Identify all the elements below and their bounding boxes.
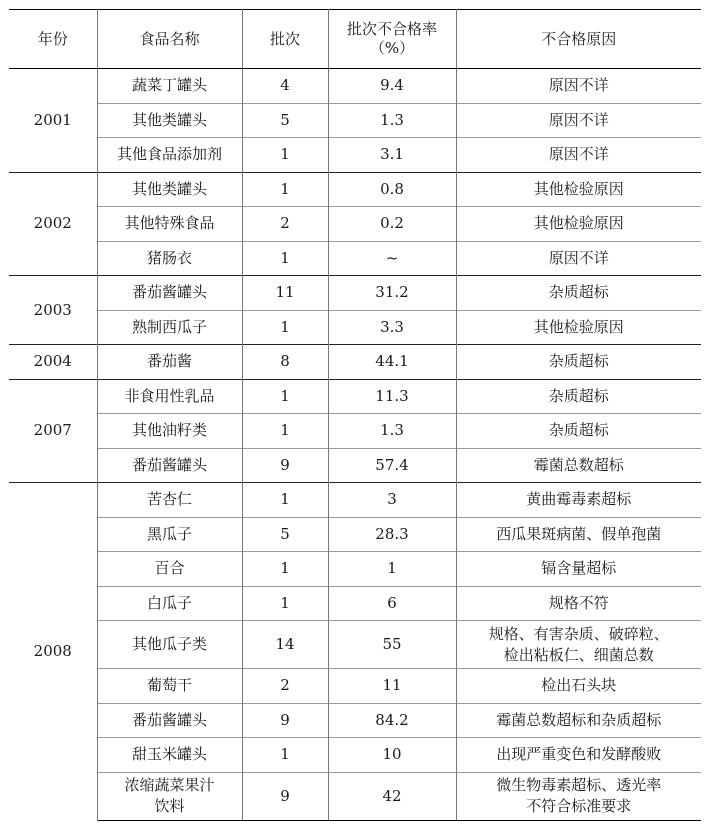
rate-cell: 1.3 — [328, 414, 456, 449]
food-name-cell: 葡萄干 — [97, 669, 242, 704]
header-batches: 批次 — [242, 10, 328, 69]
year-cell: 2008 — [9, 483, 97, 821]
table-row — [9, 772, 701, 820]
header-rate-line1: 批次不合格率 — [346, 20, 437, 38]
food-name-cell: 番茄酱罐头 — [97, 448, 242, 483]
table-row — [9, 138, 701, 173]
reason-line: 不符合标准要求 — [526, 797, 632, 815]
batches-cell: 1 — [242, 379, 328, 414]
header-reason: 不合格原因 — [456, 10, 701, 69]
table-row — [9, 103, 701, 138]
rate-cell: 84.2 — [328, 703, 456, 738]
rate-cell: 55 — [328, 621, 456, 669]
table-row — [9, 738, 701, 773]
food-name-cell: 熟制西瓜子 — [97, 310, 242, 345]
batches-cell: 14 — [242, 621, 328, 669]
reason-cell: 霉菌总数超标 — [456, 448, 701, 483]
rate-cell: 3.3 — [328, 310, 456, 345]
rate-cell: 10 — [328, 738, 456, 773]
reason-cell — [456, 772, 701, 820]
table-row — [9, 69, 701, 104]
batches-cell: 2 — [242, 669, 328, 704]
batches-cell: 1 — [242, 310, 328, 345]
batches-cell: 5 — [242, 103, 328, 138]
batches-cell: 1 — [242, 138, 328, 173]
food-name-cell: 番茄酱罐头 — [97, 703, 242, 738]
reason-cell: 原因不详 — [456, 138, 701, 173]
header-rate — [328, 10, 456, 69]
batches-cell: 1 — [242, 552, 328, 587]
food-name-cell: 百合 — [97, 552, 242, 587]
unqualified-food-table — [9, 9, 701, 821]
rate-cell: 31.2 — [328, 276, 456, 311]
table-row — [9, 414, 701, 449]
table-row — [9, 552, 701, 587]
food-name-cell: 非食用性乳品 — [97, 379, 242, 414]
rate-cell: 28.3 — [328, 517, 456, 552]
batches-cell: 1 — [242, 414, 328, 449]
header-food-name: 食品名称 — [97, 10, 242, 69]
reason-cell: 镉含量超标 — [456, 552, 701, 587]
rate-cell: 42 — [328, 772, 456, 820]
batches-cell: 5 — [242, 517, 328, 552]
table-row — [9, 586, 701, 621]
table-row — [9, 345, 701, 380]
table-row — [9, 448, 701, 483]
food-name-cell: 蔬菜丁罐头 — [97, 69, 242, 104]
food-name-cell: 番茄酱 — [97, 345, 242, 380]
rate-cell: 6 — [328, 586, 456, 621]
reason-cell: 杂质超标 — [456, 276, 701, 311]
header-rate-line2: （%） — [369, 39, 415, 57]
reason-cell: 出现严重变色和发酵酸败 — [456, 738, 701, 773]
rate-cell: 0.2 — [328, 207, 456, 242]
food-name-cell: 其他食品添加剂 — [97, 138, 242, 173]
year-cell: 2002 — [9, 172, 97, 276]
table-row — [9, 669, 701, 704]
food-name-line: 浓缩蔬菜果汁 — [124, 776, 215, 794]
table-row — [9, 379, 701, 414]
food-name-cell — [97, 772, 242, 820]
reason-cell: 规格不符 — [456, 586, 701, 621]
reason-cell: 原因不详 — [456, 103, 701, 138]
year-cell: 2007 — [9, 379, 97, 483]
table-row — [9, 483, 701, 518]
reason-cell: 其他检验原因 — [456, 172, 701, 207]
reason-cell: 其他检验原因 — [456, 310, 701, 345]
reason-cell: 检出石头块 — [456, 669, 701, 704]
reason-cell: 杂质超标 — [456, 414, 701, 449]
table-row — [9, 207, 701, 242]
batches-cell: 1 — [242, 483, 328, 518]
rate-cell: 3 — [328, 483, 456, 518]
table-row — [9, 310, 701, 345]
header-row — [9, 10, 701, 69]
header-year: 年份 — [9, 10, 97, 69]
food-name-cell: 其他类罐头 — [97, 172, 242, 207]
food-name-cell: 其他类罐头 — [97, 103, 242, 138]
reason-cell: 其他检验原因 — [456, 207, 701, 242]
year-cell: 2001 — [9, 69, 97, 173]
reason-cell: 杂质超标 — [456, 379, 701, 414]
year-cell: 2004 — [9, 345, 97, 380]
reason-cell — [456, 621, 701, 669]
rate-cell: 11.3 — [328, 379, 456, 414]
reason-cell: 原因不详 — [456, 69, 701, 104]
reason-cell: 黄曲霉毒素超标 — [456, 483, 701, 518]
year-cell: 2003 — [9, 276, 97, 345]
food-name-cell: 其他瓜子类 — [97, 621, 242, 669]
food-name-cell: 苦杏仁 — [97, 483, 242, 518]
rate-cell: 57.4 — [328, 448, 456, 483]
rate-cell: 1 — [328, 552, 456, 587]
batches-cell: 11 — [242, 276, 328, 311]
batches-cell: 9 — [242, 772, 328, 820]
rate-cell: 9.4 — [328, 69, 456, 104]
reason-line: 微生物毒素超标、透光率 — [496, 776, 662, 794]
food-name-cell: 猪肠衣 — [97, 241, 242, 276]
table-row — [9, 172, 701, 207]
reason-cell: 西瓜果斑病菌、假单孢菌 — [456, 517, 701, 552]
food-name-cell: 其他油籽类 — [97, 414, 242, 449]
food-name-line: 饮料 — [154, 797, 185, 815]
batches-cell: 1 — [242, 586, 328, 621]
batches-cell: 1 — [242, 241, 328, 276]
rate-cell: 0.8 — [328, 172, 456, 207]
food-name-cell: 番茄酱罐头 — [97, 276, 242, 311]
food-name-cell: 其他特殊食品 — [97, 207, 242, 242]
batches-cell: 9 — [242, 703, 328, 738]
rate-cell: ~ — [328, 241, 456, 276]
reason-cell: 原因不详 — [456, 241, 701, 276]
reason-line: 规格、有害杂质、破碎粒、 — [488, 624, 669, 643]
batches-cell: 1 — [242, 738, 328, 773]
rate-cell: 3.1 — [328, 138, 456, 173]
rate-cell: 11 — [328, 669, 456, 704]
table-row — [9, 276, 701, 311]
batches-cell: 8 — [242, 345, 328, 380]
batches-cell: 4 — [242, 69, 328, 104]
reason-cell: 杂质超标 — [456, 345, 701, 380]
food-name-cell: 白瓜子 — [97, 586, 242, 621]
reason-cell: 霉菌总数超标和杂质超标 — [456, 703, 701, 738]
batches-cell: 9 — [242, 448, 328, 483]
table-row — [9, 621, 701, 669]
table-row — [9, 241, 701, 276]
table-row — [9, 703, 701, 738]
rate-cell: 44.1 — [328, 345, 456, 380]
food-name-cell: 甜玉米罐头 — [97, 738, 242, 773]
batches-cell: 2 — [242, 207, 328, 242]
table-row — [9, 517, 701, 552]
rate-cell: 1.3 — [328, 103, 456, 138]
batches-cell: 1 — [242, 172, 328, 207]
reason-line: 检出粘板仁、细菌总数 — [503, 645, 654, 664]
food-name-cell: 黑瓜子 — [97, 517, 242, 552]
